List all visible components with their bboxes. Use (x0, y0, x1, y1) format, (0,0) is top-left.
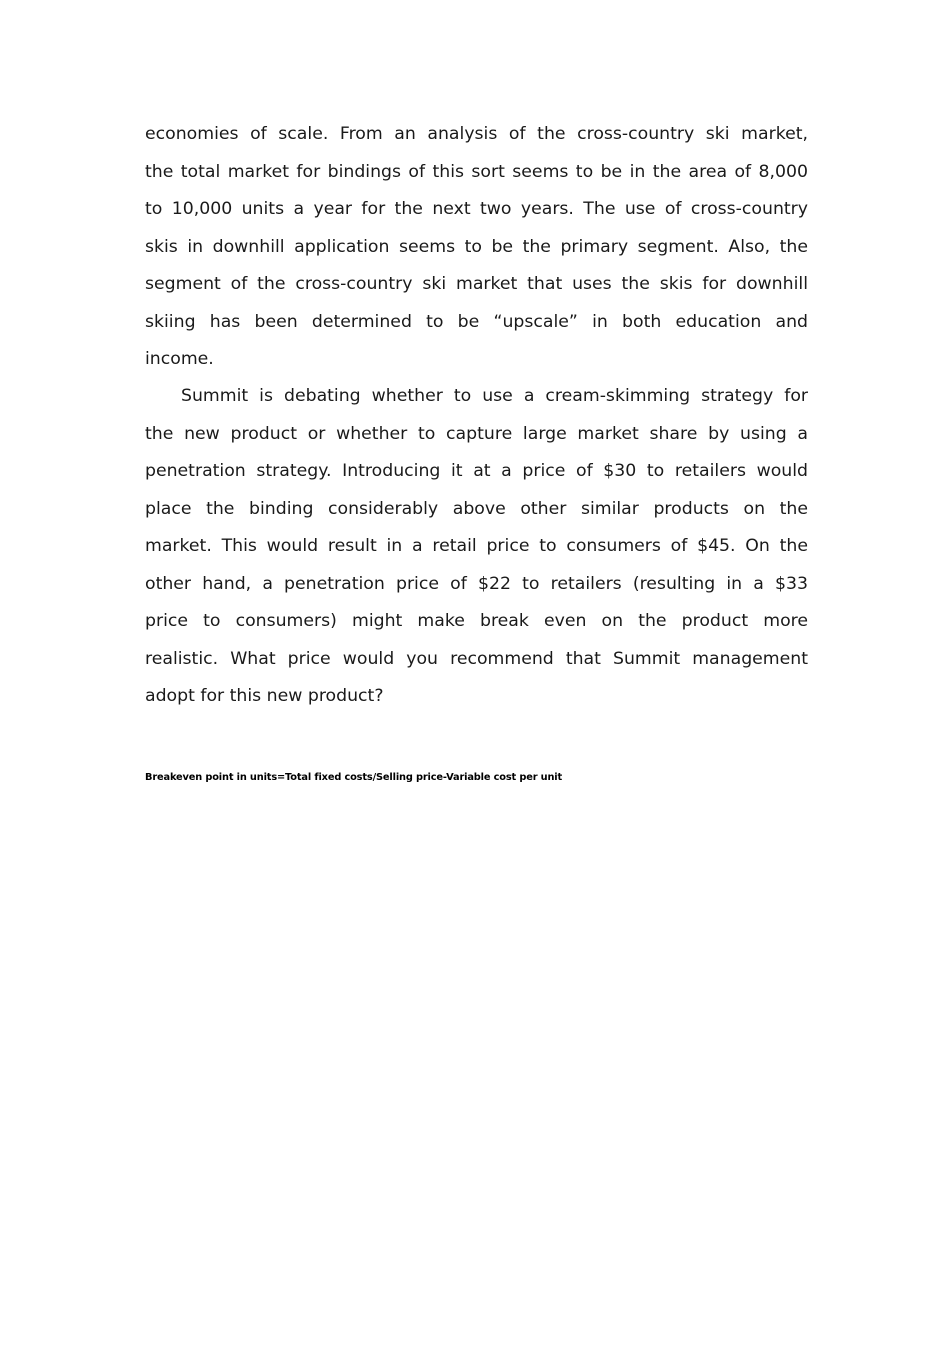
paragraph-line: the total market for bindings of this sort seems to be in the area of 8,000 (145, 161, 808, 182)
paragraph-line: segment of the cross-country ski market that uses the skis for downhill (145, 274, 808, 294)
paragraph-line: price to consumers) might make break even on the product more (145, 611, 808, 631)
paragraph-market-analysis (145, 116, 808, 379)
paragraph-line: skiing has been determined to be “upscale” in both education and (145, 311, 808, 332)
paragraph-line: skis in downhill application seems to be the primary segment. Also, the (145, 236, 808, 257)
paragraph-line: the new product or whether to capture large market share by using a (145, 423, 808, 444)
paragraph-line: place the binding considerably above other similar products on the (145, 498, 808, 519)
paragraph-line: realistic. What price would you recommend that Summit management (145, 648, 808, 669)
paragraph-pricing-strategy (145, 378, 808, 716)
paragraph-line: adopt for this new product? (145, 686, 384, 706)
paragraph-line: market. This would result in a retail price to consumers of $45. On the (145, 536, 808, 556)
breakeven-formula: Breakeven point in units=Total fixed costs/Selling price-Variable cost per unit (145, 772, 563, 783)
paragraph-line: penetration strategy. Introducing it at a price of $30 to retailers would (145, 461, 808, 481)
paragraph-line: economies of scale. From an analysis of the cross-country ski market, (145, 124, 808, 144)
paragraph-line: to 10,000 units a year for the next two years. The use of cross-country (145, 199, 808, 219)
paragraph-line: other hand, a penetration price of $22 to retailers (resulting in a $33 (145, 573, 808, 594)
paragraph-line: income. (145, 349, 214, 369)
paragraph-line: Summit is debating whether to use a cream-skimming strategy for (181, 386, 808, 406)
